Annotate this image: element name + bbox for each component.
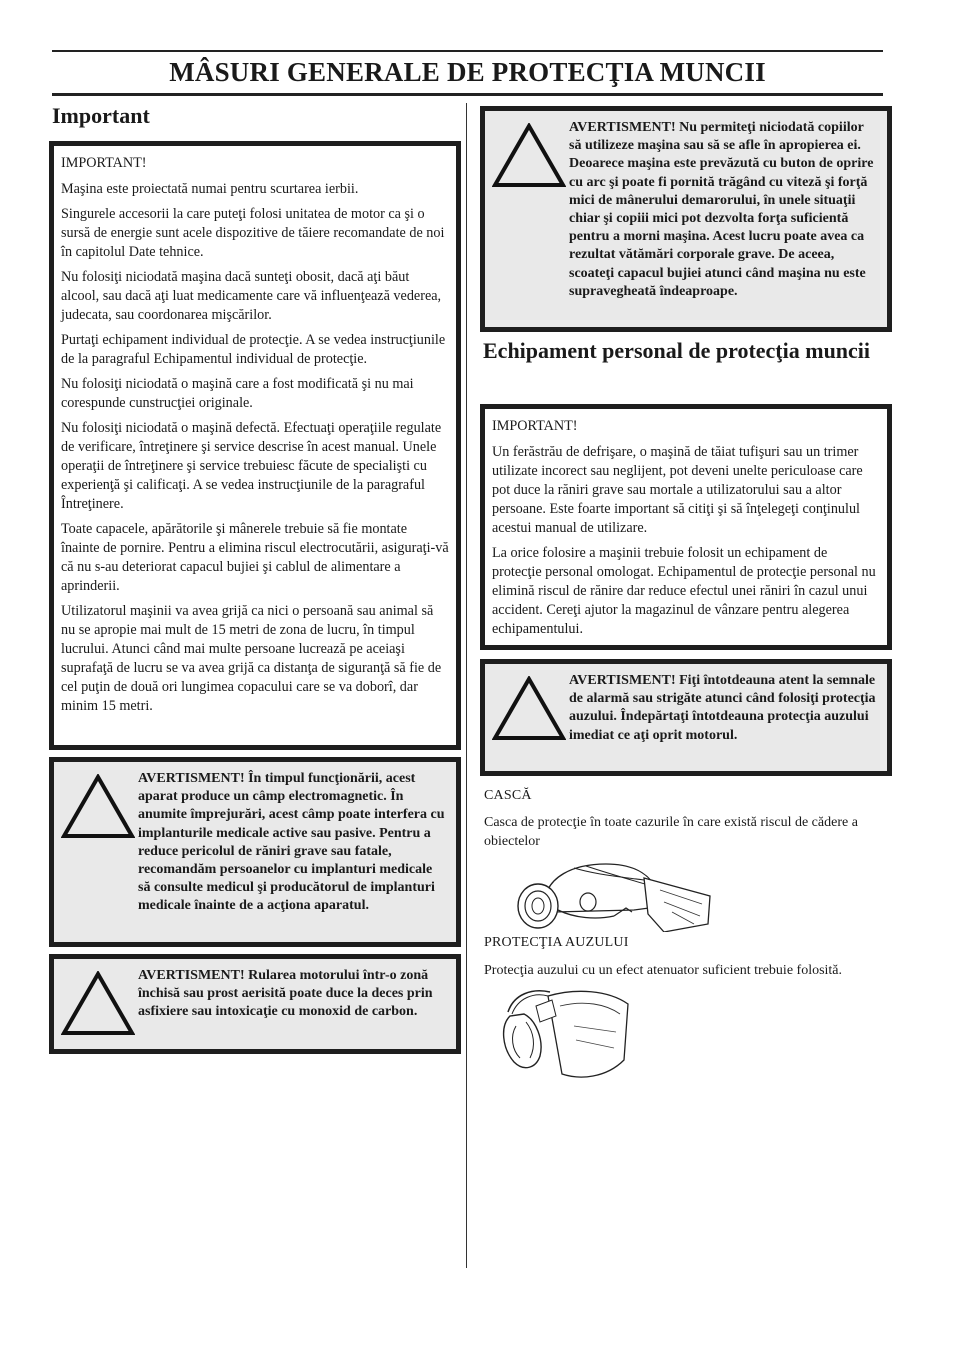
warning-text: AVERTISMENT! În timpul funcţionării, acest aparat produce un câmp electromagnetic. În anumite împrejurări, acest câmp poate interfera cu implanturile medicale active sau pasive. Pentru a reduce pericolul de răniri grave sau fatale, recomandăm persoanelor cu implanturi medicale să consulte medicul şi producătorul de implanturi medicale înainte de a acţiona aparatul. [138,771,445,914]
top-rule [52,50,883,52]
important-label: IMPORTANT! [61,155,147,171]
helmet-illustration [514,858,714,932]
warning-text: AVERTISMENT! Fiţi întotdeauna atent la semnale de alarmă sau strigăte atunci când folosiţi protecţia auzului. Îndepărtaţi întotdeauna protecţia auzului imediat ce aţi oprit motorul. [569,673,876,743]
page-title: MÂSURI GENERALE DE PROTECŢIA MUNCII [169,57,766,87]
hearing-label: PROTECŢIA AUZULUI [484,935,629,950]
important-box-right [480,404,892,650]
paragraph: Toate capacele, apărătorile şi mânerele trebuie să fie montate înainte de pornire. Pentru a elimina riscul electrocutării, asiguraţi-vă că nu s-au deteriorat capacul bujiei şi cablul de alimentare a aprinderii. [61,521,449,594]
paragraph: Un ferăstrău de defrişare, o maşină de tăiat tufişuri sau un trimer utilizate incorect sau neglijent, pot deveni unelte periculoase care pot duce la răniri grave sau mortale a utilizatorului sau a altor persoane. Este foarte important să citiţi şi să înţelegeţi conţinulul acestui manual de utilizare. [492,444,863,536]
helmet-label: CASCĂ [484,788,532,803]
section-heading-important: Important [52,103,150,128]
warning-box-hearing [480,659,892,776]
paragraph: Nu folosiţi niciodată o maşină care a fost modificată şi nu mai corespunde cunstrucţiei originale. [61,376,414,411]
paragraph: Maşina este proiectată numai pentru scurtarea ierbii. [61,181,359,197]
warning-box-children [480,106,892,332]
warning-box-electromagnetic [49,757,461,947]
paragraph: Purtaţi echipament individual de protecţie. A se vedea instrucţiunile de la paragraful Echipamentul individual de protecţie. [61,332,446,367]
warning-triangle-icon [492,676,566,742]
column-divider [466,103,467,1268]
important-label: IMPORTANT! [492,418,578,434]
warning-box-exhaust [49,954,461,1054]
warning-triangle-icon [61,774,135,840]
warning-triangle-icon [61,971,135,1037]
paragraph: Singurele accesorii la care puteţi folosi unitatea de motor ca şi o sursă de energie sunt acele dispozitive de tăiere recomandate de noi în capitolul Date tehnice. [61,206,445,260]
warning-text: AVERTISMENT! Nu permiteţi niciodată copiilor să utilizeze maşina sau să se afle în apropierea ei. Deoarece maşina este prevăzută cu buton de oprire cu arc şi poate fi pornită trăgând cu viteză şi forţă mici de mânerului demarorului, în unele situaţii chiar şi copiii mici pot dezvolta forţa suficientă pentru a morni maşina. Acest lucru poate avea ca rezultat vătămări corporale grave. De aceea, scoateţi capacul bujiei atunci când maşina nu este supravegheată îndeaproape. [569,120,874,299]
paragraph: Nu folosiţi niciodată maşina dacă sunteţi obosit, dacă aţi băut alcool, sau dacă aţi luat medicamente care vă influenţează vederea, judecata, sau coordonarea mişcărilor. [61,269,442,323]
warning-text: AVERTISMENT! Rularea motorului într-o zonă închisă sau prost aerisită poate duce la deces prin asfixiere sau intoxicaţie cu monoxid de carbon. [138,968,433,1020]
title-underline [52,93,883,96]
paragraph: Utilizatorul maşinii va avea grijă ca nici o persoană sau animal să nu se apropie mai mult de 15 metri de zona de lucru, în timpul lucrului. Atunci când mai multe persoane lucrează pe aceiaşi suprafaţă de lucru se va avea grijă ca distanţa de siguranţă să fie de cel puţin de două ori lungimea copacului care se va doborî, dar minim 15 metri. [61,603,442,714]
important-box-left [49,141,461,750]
hearing-protection-illustration [496,986,636,1082]
paragraph: La orice folosire a maşinii trebuie folosit un echipament de protecţie personal omologat. Echipamentul de protecţie personal nu elimină riscul de rănire dar reduce efectul unei răniri în cazul unui accident. Cereţi ajutor la magazinul de vânzare pentru alegerea echipamentului. [492,545,876,637]
hearing-text: Protecţia auzului cu un efect atenuator suficient trebuie folosită. [484,963,843,978]
helmet-text: Casca de protecţie în toate cazurile în care există riscul de cădere a obiectelor [484,815,858,849]
paragraph: Nu folosiţi niciodată o maşină defectă. Efectuaţi operaţiile regulate de verificare, întreţinere şi service descrise în acest manual. Unele operaţii de întreţinere şi service trebuiesc făcute de specialişti cu experienţă şi calificaţi. A se vedea instrucţiunile de la paragraful Întreţinere. [61,420,442,512]
section-heading-ppe: Echipament personal de protecţia muncii [483,338,871,363]
warning-triangle-icon [492,123,566,189]
